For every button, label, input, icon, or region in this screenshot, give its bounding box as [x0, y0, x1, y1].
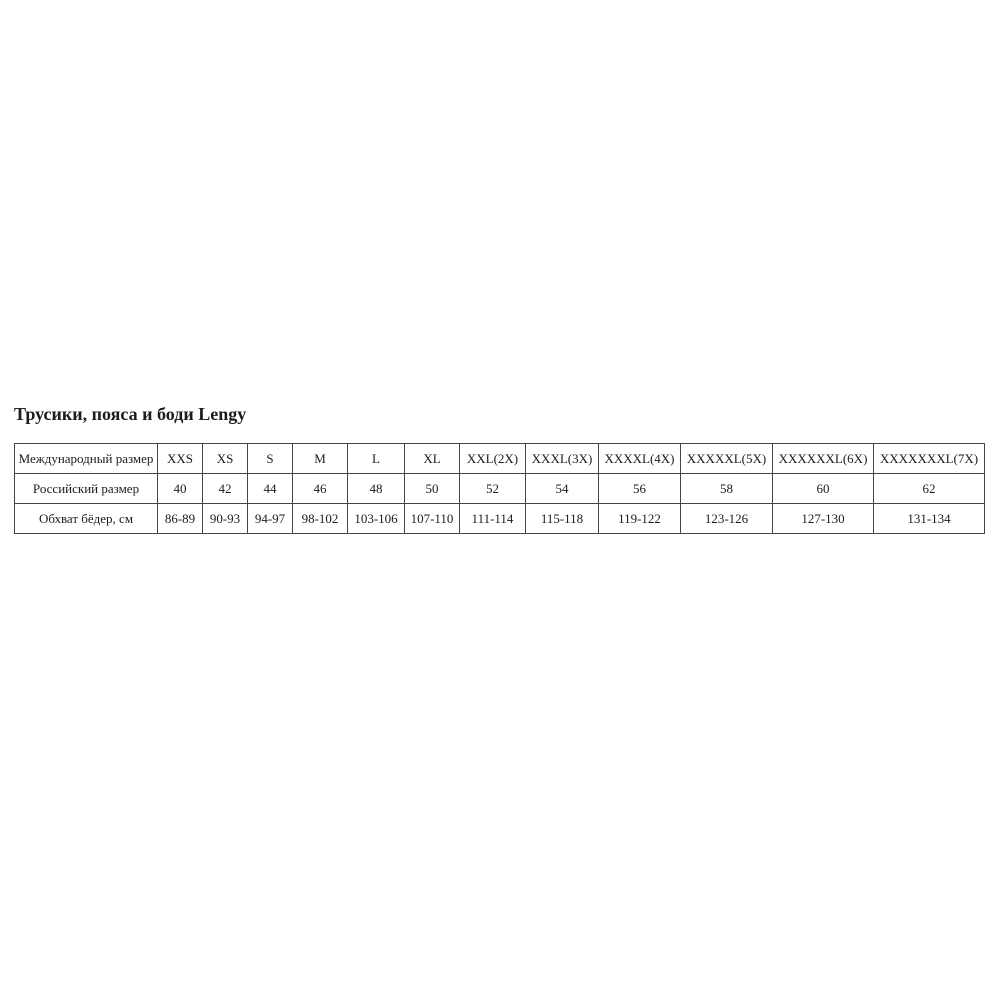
value-cell: 58	[681, 474, 773, 504]
value-cell: 48	[348, 474, 405, 504]
value-cell: 107-110	[405, 504, 460, 534]
value-cell: XXXL(3X)	[526, 444, 599, 474]
table-row	[15, 504, 985, 534]
table-row	[15, 474, 985, 504]
value-cell: 46	[293, 474, 348, 504]
value-cell: 40	[158, 474, 203, 504]
size-chart-table	[14, 443, 985, 534]
value-cell: 52	[460, 474, 526, 504]
value-cell: 115-118	[526, 504, 599, 534]
value-cell: 44	[248, 474, 293, 504]
value-cell: 86-89	[158, 504, 203, 534]
value-cell: XXL(2X)	[460, 444, 526, 474]
value-cell: 62	[874, 474, 985, 504]
value-cell: S	[248, 444, 293, 474]
value-cell: 94-97	[248, 504, 293, 534]
value-cell: XL	[405, 444, 460, 474]
value-cell: XS	[203, 444, 248, 474]
table-row	[15, 444, 985, 474]
row-label-cell: Обхват бёдер, см	[15, 504, 158, 534]
value-cell: M	[293, 444, 348, 474]
row-label-cell: Международный размер	[15, 444, 158, 474]
value-cell: 90-93	[203, 504, 248, 534]
value-cell: 50	[405, 474, 460, 504]
value-cell: XXXXXXXL(7X)	[874, 444, 985, 474]
value-cell: 42	[203, 474, 248, 504]
size-table-body	[15, 444, 985, 534]
page-title: Трусики, пояса и боди Lengy	[14, 404, 247, 424]
value-cell: 103-106	[348, 504, 405, 534]
value-cell: XXXXXXL(6X)	[773, 444, 874, 474]
value-cell: XXS	[158, 444, 203, 474]
value-cell: 60	[773, 474, 874, 504]
value-cell: 127-130	[773, 504, 874, 534]
value-cell: 98-102	[293, 504, 348, 534]
value-cell: 119-122	[599, 504, 681, 534]
value-cell: L	[348, 444, 405, 474]
value-cell: 111-114	[460, 504, 526, 534]
value-cell: 131-134	[874, 504, 985, 534]
value-cell: XXXXXL(5X)	[681, 444, 773, 474]
value-cell: 56	[599, 474, 681, 504]
value-cell: XXXXL(4X)	[599, 444, 681, 474]
value-cell: 123-126	[681, 504, 773, 534]
value-cell: 54	[526, 474, 599, 504]
row-label-cell: Российский размер	[15, 474, 158, 504]
